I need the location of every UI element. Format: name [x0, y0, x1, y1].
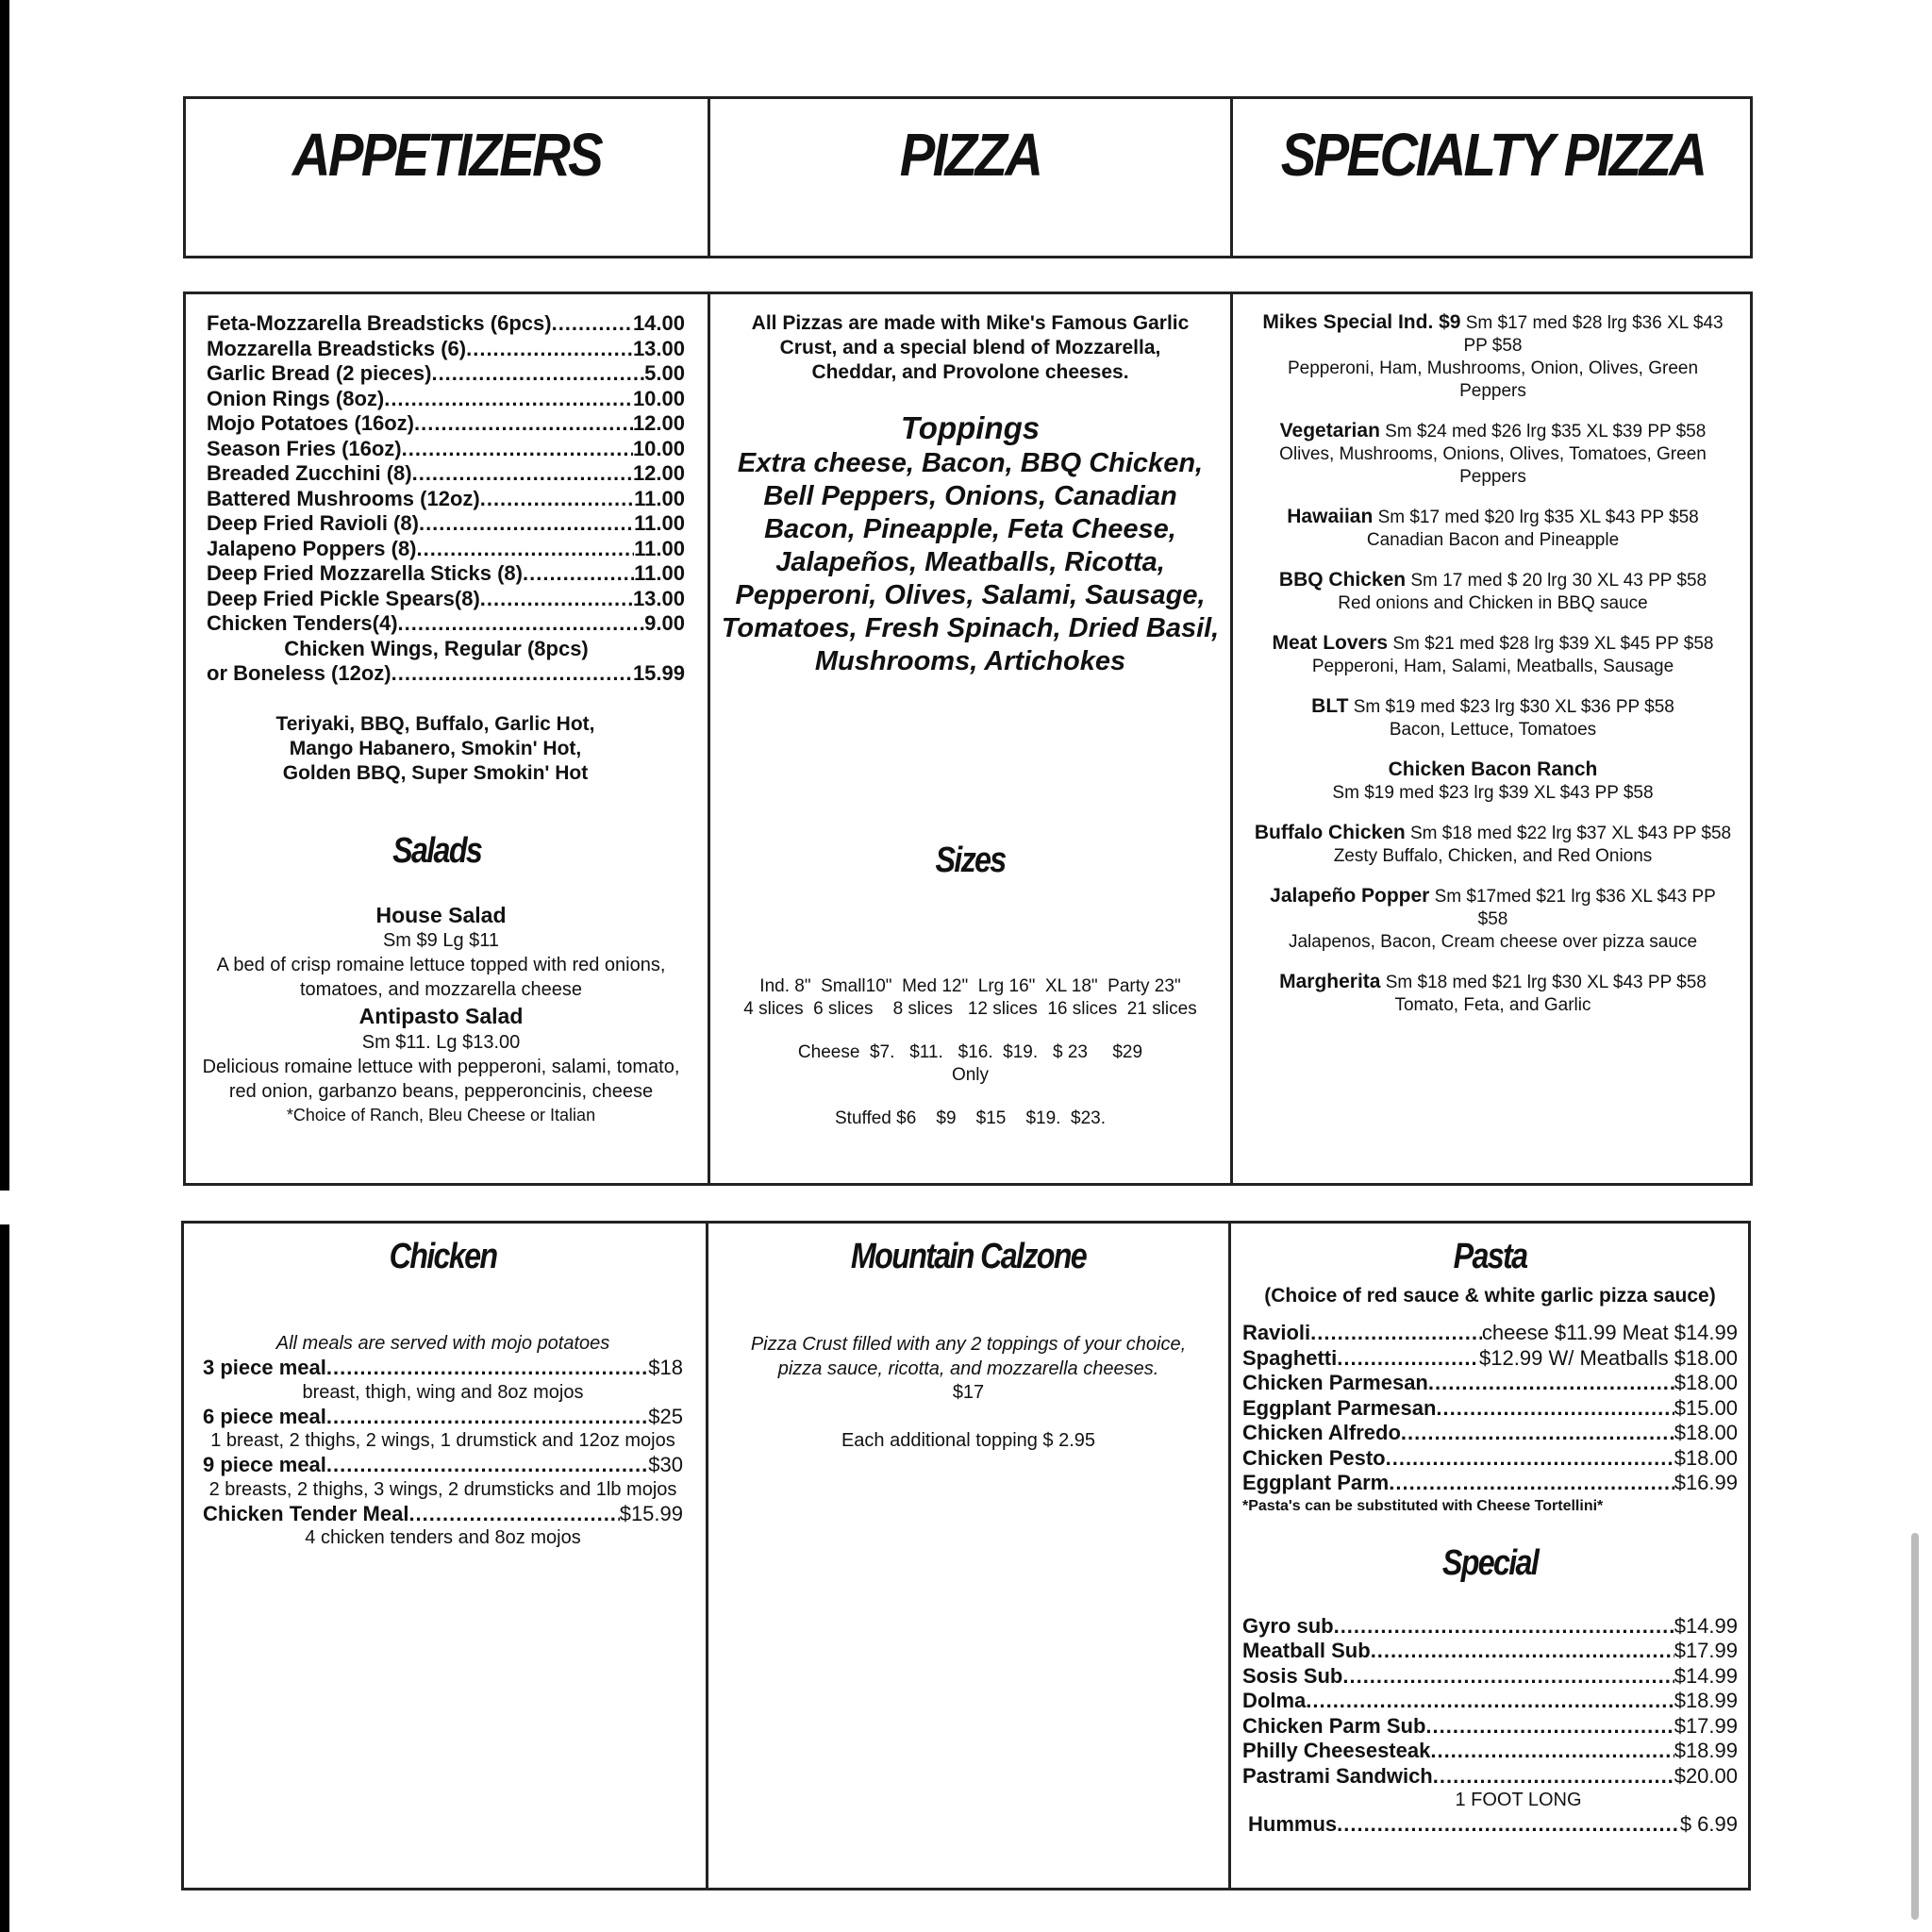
specialty-pizza-name: Chicken Bacon Ranch — [1388, 758, 1598, 780]
specialty-pizza-prices: Sm $18 med $22 lrg $37 XL $43 PP $58 — [1405, 824, 1732, 843]
antipasto-salad-price: Sm $11. Lg $13.00 — [361, 1031, 521, 1053]
specialty-pizza-heading: SPECIALTY PIZZA — [1280, 121, 1706, 189]
specialty-pizza-prices: Sm $17med $21 lrg $36 XL $43 PP $58 — [1429, 887, 1716, 929]
specialty-pizza-desc: Zesty Buffalo, Chicken, and Red Onions — [1333, 846, 1653, 866]
specialty-list — [1254, 311, 1732, 1017]
specialty-pizza-item — [1254, 885, 1732, 954]
special-item: Dolma ..... $18.99 — [1242, 1689, 1738, 1714]
chicken-meal-desc: 1 breast, 2 thighs, 2 wings, 1 drumstick and 12oz mojos — [210, 1430, 675, 1451]
pasta-subtitle: (Choice of red sauce & white garlic pizza sauce) — [1264, 1285, 1716, 1307]
salads-heading: Salads — [392, 830, 482, 871]
specialty-pizza-desc: Red onions and Chicken in BBQ sauce — [1338, 593, 1648, 613]
special-list — [1242, 1614, 1738, 1790]
special-item: Sosis Sub ..... $14.99 — [1242, 1664, 1738, 1690]
edge-strip-bottom — [0, 1224, 9, 1932]
appetizer-item: Chicken Tenders(4) ..... 9.00 — [207, 611, 685, 637]
toppings-list: Extra cheese, Bacon, BBQ Chicken, Bell Peppers, Onions, Canadian Bacon, Pineapple, Feta Cheese, Jalapeños, Meatballs, Ricotta, Pepperoni, Olives, Salami, Sausage, Tomatoes, Fresh Spinach, Dried Basil, Mushrooms, Artichokes — [721, 448, 1220, 676]
wing-sauces: Teriyaki, BBQ, Buffalo, Garlic Hot, Mango Habanero, Smokin' Hot, Golden BBQ, Super Smokin' Hot — [275, 712, 595, 784]
appetizer-item: Garlic Bread (2 pieces) ..... 5.00 — [207, 361, 685, 387]
sizes-heading: Sizes — [935, 841, 1006, 880]
scrollbar[interactable] — [1911, 1533, 1919, 1920]
pizza-intro: All Pizzas are made with Mike's Famous Garlic Crust, and a special blend of Mozzarella, Cheddar, and Provolone cheeses. — [751, 312, 1190, 383]
pasta-item: Eggplant Parmesan ..... $15.00 — [1242, 1396, 1738, 1422]
calzone-price: $17 — [952, 1382, 985, 1403]
specialty-pizza-prices: Sm $24 med $26 lrg $35 XL $39 PP $58 — [1379, 422, 1707, 441]
specialty-pizza-item — [1254, 506, 1732, 552]
specialty-pizza-desc: Jalapenos, Bacon, Cream cheese over pizza sauce — [1288, 932, 1698, 952]
specialty-pizza-item — [1254, 822, 1732, 868]
dressing-note: *Choice of Ranch, Bleu Cheese or Italian — [286, 1105, 596, 1124]
specialty-pizza-item — [1254, 420, 1732, 489]
appetizer-item: Breaded Zucchini (8) ..... 12.00 — [207, 461, 685, 487]
pasta-item: Chicken Alfredo ..... $18.00 — [1242, 1421, 1738, 1446]
antipasto-salad-desc: Delicious romaine lettuce with pepperoni, salami, tomato, red onion, garbanzo beans, pepperoncinis, cheese — [202, 1056, 680, 1102]
appetizer-item: Deep Fried Ravioli (8) ..... 11.00 — [207, 511, 685, 537]
specialty-pizza-name: Hawaiian — [1287, 506, 1374, 527]
appetizer-item: Deep Fried Pickle Spears(8) ..... 13.00 — [207, 587, 685, 612]
appetizer-item: Mojo Potatoes (16oz) ..... 12.00 — [207, 411, 685, 437]
specialty-pizza-desc: Pepperoni, Ham, Salami, Meatballs, Sausage — [1311, 657, 1674, 676]
appetizer-list — [207, 311, 685, 637]
pasta-item: Eggplant Parm ..... $16.99 — [1242, 1471, 1738, 1496]
special-item: Chicken Parm Sub ..... $17.99 — [1242, 1714, 1738, 1740]
pasta-heading: Pasta — [1453, 1237, 1527, 1276]
specialty-pizza-prices: Sm 17 med $ 20 lrg 30 XL 43 PP $58 — [1406, 571, 1707, 591]
calzone-column — [708, 1224, 1228, 1888]
specialty-pizza-item — [1254, 311, 1732, 403]
chicken-meal-row: 9 piece meal ..... $30 — [203, 1453, 683, 1478]
special-item: Gyro sub ..... $14.99 — [1242, 1614, 1738, 1640]
pasta-item: Ravioli ..... cheese $11.99 Meat $14.99 — [1242, 1321, 1738, 1346]
specialty-pizza-desc: Olives, Mushrooms, Onions, Olives, Tomatoes, Green Peppers — [1279, 444, 1707, 487]
special-item: Pastrami Sandwich ..... $20.00 — [1242, 1764, 1738, 1790]
wings-row-2: or Boneless (12oz) ..... 15.99 — [207, 661, 685, 687]
specialty-pizza-prices: Sm $17 med $28 lrg $36 XL $43 PP $58 — [1460, 313, 1724, 356]
wings-row-1: Chicken Wings, Regular (8pcs) — [284, 636, 589, 660]
chicken-meal-row: 3 piece meal ..... $18 — [203, 1356, 683, 1381]
appetizers-column — [186, 294, 708, 1183]
calzone-desc: Pizza Crust filled with any 2 toppings of your choice, pizza sauce, ricotta, and mozzarella cheeses. — [750, 1334, 1187, 1379]
pizza-column — [710, 294, 1230, 1183]
appetizers-heading: APPETIZERS — [291, 121, 602, 189]
appetizer-item: Feta-Mozzarella Breadsticks (6pcs) ..... 14.00 — [207, 311, 685, 337]
chicken-meal-list — [203, 1356, 683, 1550]
slices-row: 4 slices 6 slices 8 slices 12 slices 16 slices 21 slices — [743, 999, 1197, 1019]
specialty-pizza-item — [1254, 758, 1732, 805]
specialty-pizza-name: Margherita — [1279, 971, 1381, 992]
house-salad-desc: A bed of crisp romaine lettuce topped with red onions, tomatoes, and mozzarella cheese — [216, 954, 666, 1000]
appetizer-item: Mozzarella Breadsticks (6) ..... 13.00 — [207, 337, 685, 362]
pasta-item: Chicken Pesto ..... $18.00 — [1242, 1446, 1738, 1472]
appetizer-item: Onion Rings (8oz) ..... 10.00 — [207, 387, 685, 412]
specialty-pizza-item — [1254, 632, 1732, 678]
cheese-price-row: Cheese $7. $11. $16. $19. $ 23 $29 — [797, 1042, 1143, 1062]
sizes-row: Ind. 8" Small10" Med 12" Lrg 16" XL 18" Party 23" — [759, 976, 1181, 996]
specialty-pizza-item — [1254, 695, 1732, 741]
pasta-item: Spaghetti ..... $12.99 W/ Meatballs $18.00 — [1242, 1346, 1738, 1372]
house-salad-price: Sm $9 Lg $11 — [382, 929, 500, 951]
chicken-meal-desc: breast, thigh, wing and 8oz mojos — [302, 1381, 584, 1403]
salads-section — [197, 902, 685, 1126]
special-item: Meatball Sub ..... $17.99 — [1242, 1639, 1738, 1664]
house-salad-name: House Salad — [375, 902, 507, 927]
pasta-note: *Pasta's can be substituted with Cheese Tortellini* — [1242, 1497, 1604, 1514]
specialty-pizza-item — [1254, 569, 1732, 615]
specialty-pizza-prices: Sm $19 med $23 lrg $39 XL $43 PP $58 — [1332, 783, 1654, 803]
calzone-heading: Mountain Calzone — [850, 1237, 1087, 1276]
chicken-note: All meals are served with mojo potatoes — [275, 1333, 610, 1354]
chicken-meal-row: Chicken Tender Meal ..... $15.99 — [203, 1502, 683, 1527]
hummus-row: Hummus ..... $ 6.99 — [1242, 1812, 1738, 1838]
special-item: Philly Cheesesteak ..... $18.99 — [1242, 1739, 1738, 1764]
edge-strip-top — [0, 0, 9, 1191]
chicken-meal-row: 6 piece meal ..... $25 — [203, 1405, 683, 1430]
pasta-list — [1242, 1321, 1738, 1496]
appetizer-item: Deep Fried Mozzarella Sticks (8) ..... 11.00 — [207, 561, 685, 587]
specialty-pizza-item — [1254, 971, 1732, 1017]
pasta-special-column — [1231, 1224, 1751, 1888]
pasta-item: Chicken Parmesan ..... $18.00 — [1242, 1371, 1738, 1396]
specialty-pizza-name: BBQ Chicken — [1278, 569, 1407, 591]
specialty-column — [1233, 294, 1753, 1183]
chicken-heading: Chicken — [389, 1237, 497, 1276]
specialty-pizza-name: BLT — [1311, 695, 1349, 717]
specialty-pizza-prices: Sm $18 med $21 lrg $30 XL $43 PP $58 — [1380, 973, 1707, 992]
specialty-pizza-name: Meat Lovers — [1272, 632, 1389, 654]
specialty-pizza-name: Jalapeño Popper — [1270, 885, 1430, 907]
specialty-pizza-desc: Bacon, Lettuce, Tomatoes — [1389, 720, 1597, 740]
toppings-heading: Toppings — [900, 410, 1041, 445]
menu-middle-box — [183, 291, 1753, 1186]
pizza-heading: PIZZA — [899, 121, 1041, 189]
specialty-pizza-prices: Sm $17 med $20 lrg $35 XL $43 PP $58 — [1373, 508, 1699, 527]
foot-long-note: 1 FOOT LONG — [1455, 1790, 1582, 1810]
appetizer-item: Battered Mushrooms (12oz) ..... 11.00 — [207, 487, 685, 512]
specialty-pizza-desc: Canadian Bacon and Pineapple — [1366, 530, 1620, 550]
chicken-meal-desc: 4 chicken tenders and 8oz mojos — [305, 1527, 581, 1548]
header-box — [183, 96, 1753, 258]
calzone-extra-topping: Each additional topping $ 2.95 — [841, 1430, 1096, 1451]
specialty-pizza-name: Mikes Special Ind. $9 — [1262, 311, 1461, 333]
specialty-pizza-prices: Sm $21 med $28 lrg $39 XL $45 PP $58 — [1388, 634, 1714, 654]
specialty-pizza-prices: Sm $19 med $23 lrg $30 XL $36 PP $58 — [1348, 697, 1674, 717]
chicken-column — [184, 1224, 706, 1888]
specialty-pizza-name: Vegetarian — [1279, 420, 1380, 441]
cheese-only-label: Only — [951, 1065, 990, 1085]
specialty-pizza-name: Buffalo Chicken — [1254, 822, 1406, 843]
special-heading: Special — [1441, 1542, 1539, 1583]
antipasto-salad-name: Antipasto Salad — [358, 1003, 524, 1028]
appetizer-item: Jalapeno Poppers (8) ..... 11.00 — [207, 537, 685, 562]
appetizer-item: Season Fries (16oz) ..... 10.00 — [207, 437, 685, 462]
specialty-pizza-desc: Tomato, Feta, and Garlic — [1394, 995, 1591, 1015]
specialty-pizza-desc: Pepperoni, Ham, Mushrooms, Onion, Olives, Green Peppers — [1287, 358, 1699, 401]
menu-bottom-box — [181, 1221, 1751, 1890]
chicken-meal-desc: 2 breasts, 2 thighs, 3 wings, 2 drumsticks and 1lb mojos — [208, 1478, 677, 1500]
stuffed-price-row: Stuffed $6 $9 $15 $19. $23. — [835, 1108, 1106, 1128]
